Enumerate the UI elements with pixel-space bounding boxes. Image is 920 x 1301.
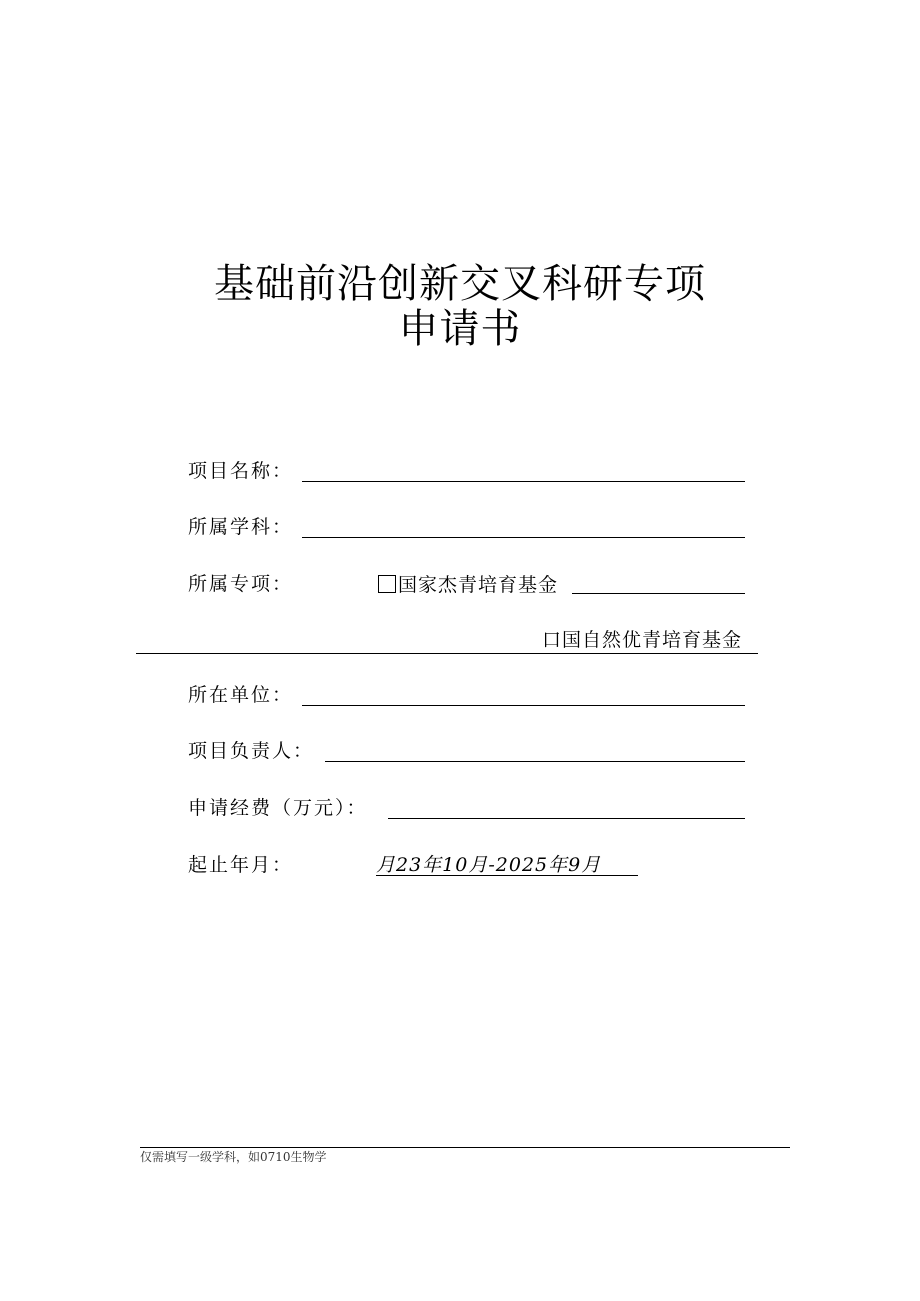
period-value[interactable]: 月23年10月-2025年9月 [376, 854, 602, 876]
footnote-divider [140, 1147, 790, 1148]
program-option-1-label: 国家杰青培育基金 [398, 574, 559, 596]
unit-label: 所在单位： [188, 684, 294, 706]
discipline-label: 所属学科： [188, 516, 294, 538]
program-option-2[interactable]: 口国自然优青培育基金 [542, 629, 743, 651]
program-option-1[interactable] [378, 575, 558, 595]
unit-line[interactable] [302, 705, 745, 706]
discipline-line[interactable] [302, 537, 745, 538]
footnote: 仅需填写一级学科，如0710生物学 [140, 1150, 327, 1164]
budget-label: 申请经费（万元）： [188, 797, 368, 819]
budget-line[interactable] [388, 818, 745, 819]
document-title: 基础前沿创新交叉科研专项 [214, 261, 706, 307]
checkbox-icon[interactable] [378, 575, 396, 593]
leader-line[interactable] [325, 761, 745, 762]
document-subtitle: 申请书 [398, 306, 522, 352]
leader-label: 项目负责人： [188, 740, 315, 762]
period-line [376, 875, 638, 876]
program-option-1-line [572, 593, 745, 594]
period-label: 起止年月： [188, 854, 294, 876]
program-option-2-line [136, 653, 758, 654]
project-name-label: 项目名称： [188, 460, 294, 482]
project-name-line[interactable] [302, 481, 745, 482]
program-label: 所属专项： [188, 573, 294, 595]
